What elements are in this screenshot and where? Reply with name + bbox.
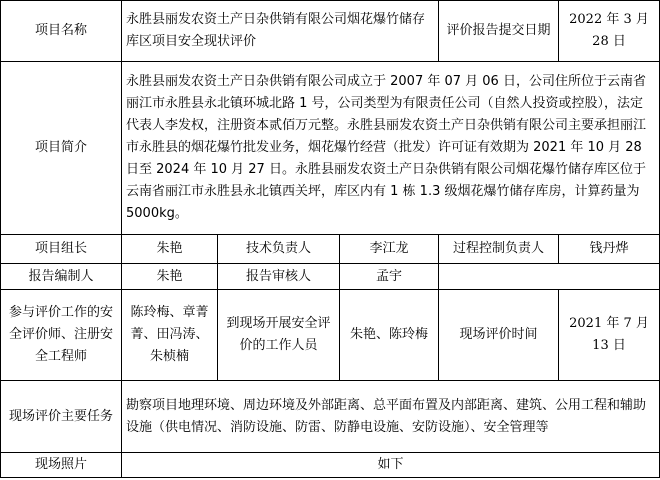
process-lead-value: 钱丹烨	[559, 235, 660, 264]
team-leader-label: 项目组长	[1, 235, 122, 264]
project-name-label: 项目名称	[1, 1, 122, 62]
tech-lead-value: 李江龙	[340, 235, 439, 264]
row-project-intro	[1, 62, 660, 235]
row-report-author	[1, 264, 660, 290]
reviewer-label: 报告审核人	[218, 264, 340, 290]
project-name-value: 永胜县丽发农资土产日杂供销有限公司烟花爆竹储存库区项目安全现状评价	[122, 1, 439, 62]
process-lead-label: 过程控制负责人	[439, 235, 559, 264]
team-leader-value: 朱艳	[122, 235, 218, 264]
photos-label: 现场照片	[1, 453, 122, 478]
participants-label: 参与评价工作的安全评价师、注册安全工程师	[1, 290, 122, 381]
onsite-staff-value: 朱艳、陈玲梅	[340, 290, 439, 381]
onsite-time-value: 2021 年 7 月 13 日	[559, 290, 660, 381]
report-date-label: 评价报告提交日期	[439, 1, 559, 62]
report-author-value: 朱艳	[122, 264, 218, 290]
main-tasks-label: 现场评价主要任务	[1, 381, 122, 453]
onsite-staff-label: 到现场开展安全评价的工作人员	[218, 290, 340, 381]
participants-value: 陈玲梅、章菁菁、田冯涛、朱桢楠	[122, 290, 218, 381]
onsite-time-label: 现场评价时间	[439, 290, 559, 381]
tech-lead-label: 技术负责人	[218, 235, 340, 264]
project-intro-text: 永胜县丽发农资土产日杂供销有限公司成立于 2007 年 07 月 06 日，公司住所位于云南省丽江市永胜县永北镇环城北路 1 号，公司类型为有限责任公司（自然人投资或控股），法定代表人李发权，注册资本贰佰万元整。永胜县丽发农资土产日杂供销有限公司主要承担丽江市永胜县的烟花爆竹批发业务，烟花爆竹经营（批发）许可证有效期为 2021 年 10 月 28 日至 2024 年 10 月 27 日。永胜县丽发农资土产日杂供销有限公司烟花爆竹储存库区位于云南省丽江市永胜县永北镇西关坪，库区内有 1 栋 1.3 级烟花爆竹储存库房，计算药量为 5000kg。	[122, 62, 660, 235]
row-main-tasks	[1, 381, 660, 453]
empty-cell	[439, 264, 660, 290]
photos-value: 如下	[122, 453, 660, 478]
row-project-name	[1, 1, 660, 62]
row-team-leader	[1, 235, 660, 264]
report-author-label: 报告编制人	[1, 264, 122, 290]
row-photos	[1, 453, 660, 478]
main-tasks-text: 勘察项目地理环境、周边环境及外部距离、总平面布置及内部距离、建筑、公用工程和辅助设施（供电情况、消防设施、防雷、防静电设施、安防设施）、安全管理等	[122, 381, 660, 453]
project-intro-label: 项目简介	[1, 62, 122, 235]
report-date-value: 2022 年 3 月 28 日	[559, 1, 660, 62]
reviewer-value: 孟宇	[340, 264, 439, 290]
row-participants	[1, 290, 660, 381]
